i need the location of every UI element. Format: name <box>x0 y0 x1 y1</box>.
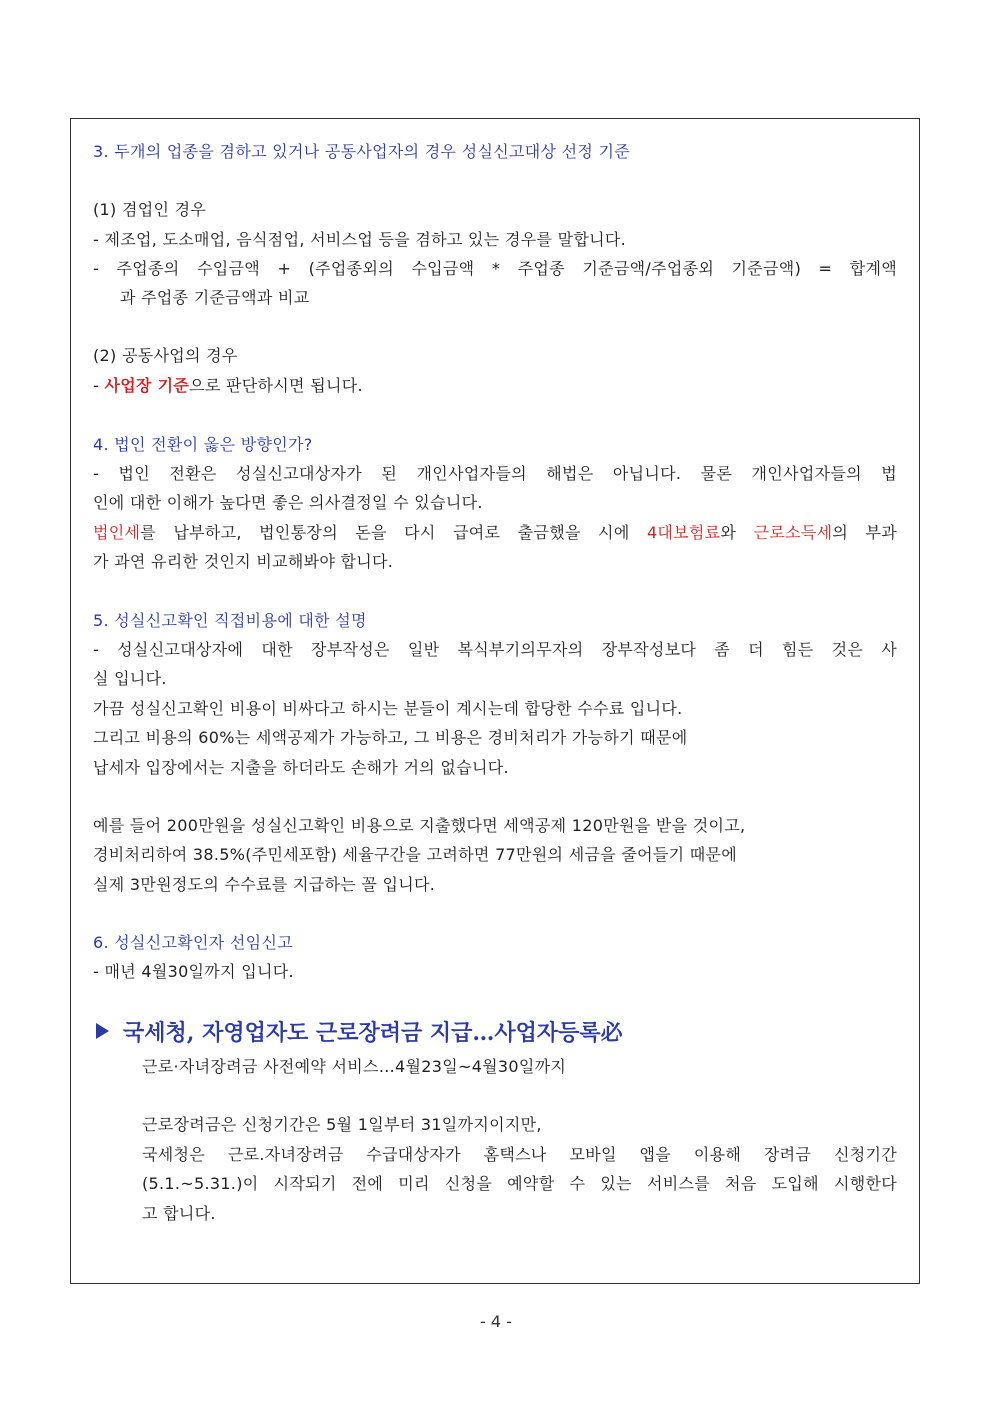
highlight-corporate-tax: 법인세 <box>93 523 141 542</box>
news-subheadline: 근로·자녀장려금 사전예약 서비스…4월23일~4월30일까지 <box>142 1057 567 1076</box>
section-3-line-2b: 과 주업종 기준금액과 비교 <box>120 288 310 307</box>
section-3-sub-1: (1) 겸업인 경우 <box>93 200 207 219</box>
section-5-line-8: 실제 3만원정도의 수수료를 지급하는 꼴 입니다. <box>93 875 436 894</box>
section-5-line-3: 가끔 성실신고확인 비용이 비싸다고 하시는 분들이 계시는데 합당한 수수료 입니다. <box>93 699 683 718</box>
news-paragraph-line-3: (5.1.~5.31.)이 시작되기 전에 미리 신청을 예약할 수 있는 서비스를 처음 도입해 시행한다 <box>142 1174 897 1193</box>
section-5-line-7: 경비처리하여 38.5%(주민세포함) 세율구간을 고려하면 77만원의 세금을 줄어들기 때문에 <box>93 845 738 864</box>
section-4-line-3 <box>93 523 897 543</box>
section-3-line-1: - 제조업, 도소매업, 음식점업, 서비스업 등을 겸하고 있는 경우를 말합니다. <box>93 230 627 249</box>
section-4-line-4: 가 과연 유리한 것인지 비교해봐야 합니다. <box>93 552 394 571</box>
dash: - <box>93 376 105 395</box>
section-6-line-1: - 매년 4월30일까지 입니다. <box>93 962 294 981</box>
section-6-heading: 6. 성실신고확인자 선임신고 <box>93 933 293 952</box>
section-4-line-2: 인에 대한 이해가 높다면 좋은 의사결정일 수 있습니다. <box>93 493 483 512</box>
highlight-business-site: 사업장 기준 <box>104 376 190 395</box>
news-paragraph-line-4: 고 합니다. <box>142 1204 216 1223</box>
highlight-insurance: 4대보험료 <box>646 523 721 542</box>
news-headline-text: 국세청, 자영업자도 근로장려금 지급…사업자등록必 <box>123 1020 623 1046</box>
news-paragraph-line-1: 근로장려금은 신청기간은 5월 1일부터 31일까지이지만, <box>142 1115 542 1134</box>
news-paragraph-line-2: 국세청은 근로.자녀장려금 수급대상자가 홈택스나 모바일 앱을 이용해 장려금 신청기간 <box>142 1145 897 1164</box>
section-5-line-1: - 성실신고대상자에 대한 장부작성은 일반 복식부기의무자의 장부작성보다 좀 더 힘든 것은 사 <box>93 640 897 659</box>
line-3-text-c: 의 부과 <box>832 523 897 542</box>
section-5-line-4: 그리고 비용의 60%는 세액공제가 가능하고, 그 비용은 경비처리가 가능하기 때문에 <box>93 728 688 747</box>
section-4-heading: 4. 법인 전환이 옳은 방향인가? <box>93 435 313 454</box>
page-number: - 4 - <box>480 1312 512 1331</box>
section-5-heading: 5. 성실신고확인 직접비용에 대한 설명 <box>93 611 367 630</box>
line-3-text-a: 를 납부하고, 법인통장의 돈을 다시 급여로 출금했을 시에 <box>140 523 647 542</box>
section-3-line-2a: - 주업종의 수입금액 + (주업종외의 수입금액 * 주업종 기준금액/주업종외 기준금액) = 합계액 <box>93 259 897 278</box>
section-3-heading: 3. 두개의 업종을 겸하고 있거나 공동사업자의 경우 성실신고대상 선정 기준 <box>93 142 631 161</box>
highlight-income-tax: 근로소득세 <box>753 523 833 542</box>
line-3-rest: 으로 판단하시면 됩니다. <box>189 376 363 395</box>
news-headline <box>96 1018 623 1048</box>
section-5-line-6: 예를 들어 200만원을 성실신고확인 비용으로 지출했다면 세액공제 120만원을 받을 것이고, <box>93 816 746 835</box>
section-3-sub-2: (2) 공동사업의 경우 <box>93 346 238 365</box>
section-5-line-5: 납세자 입장에서는 지출을 하더라도 손해가 거의 없습니다. <box>93 758 509 777</box>
section-4-line-1: - 법인 전환은 성실신고대상자가 된 개인사업자들의 해법은 아닙니다. 물론 개인사업자들의 법 <box>93 464 897 483</box>
line-3-text-b: 와 <box>720 523 754 542</box>
section-5-line-2: 실 입니다. <box>93 669 167 688</box>
triangle-bullet-icon <box>96 1023 109 1039</box>
section-3-line-3 <box>93 376 897 396</box>
